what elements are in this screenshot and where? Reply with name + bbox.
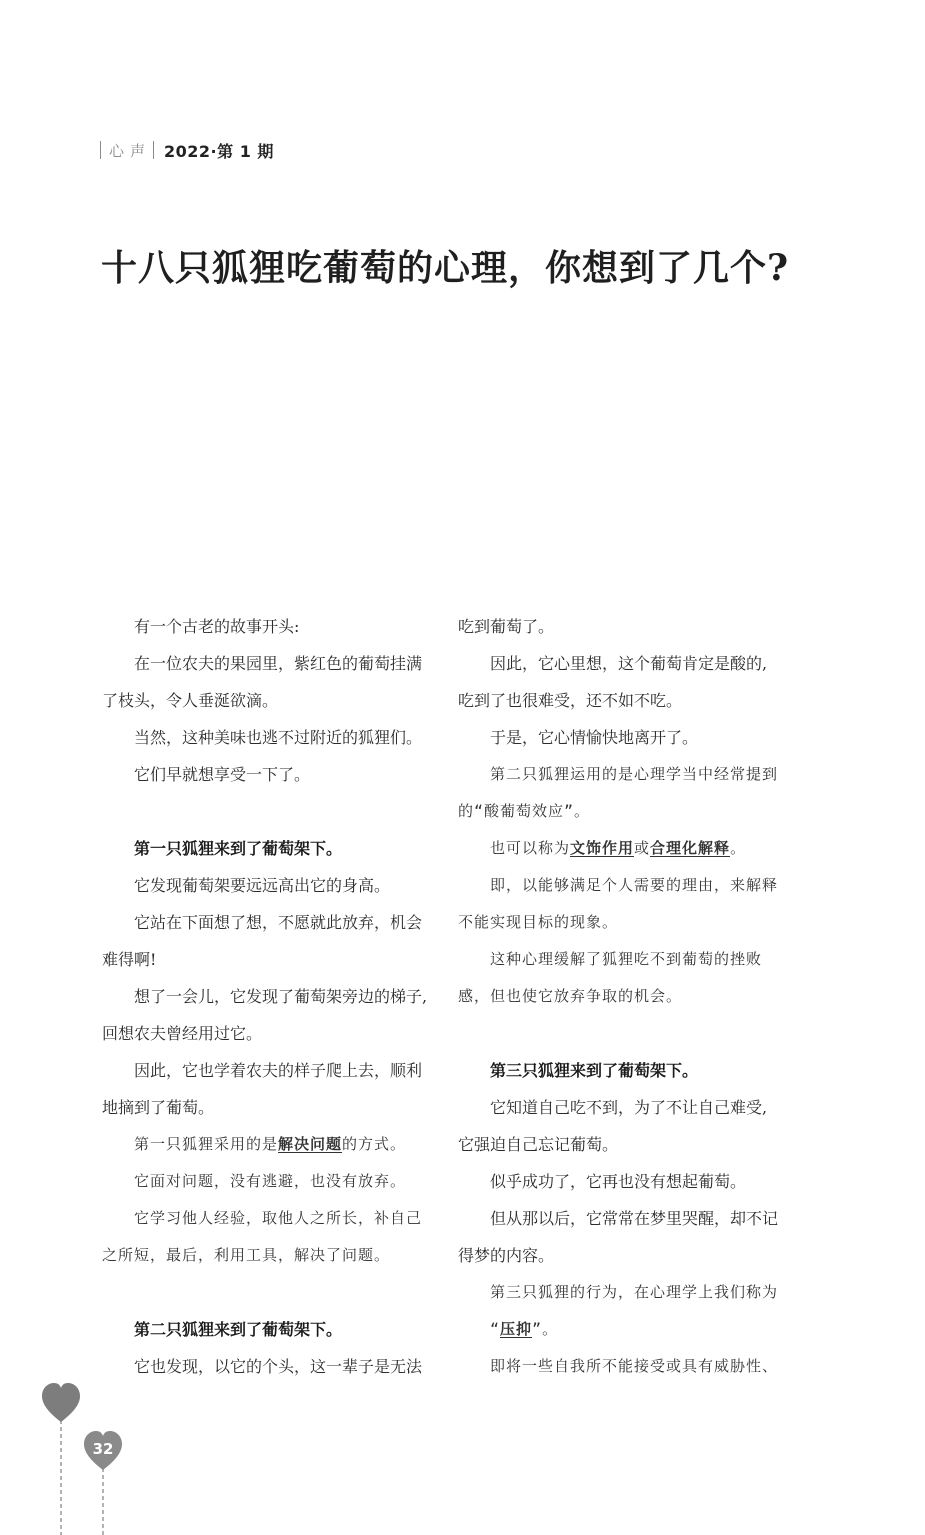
paragraph-continued: 吃到葡萄了。 [458,617,555,636]
paragraph: 它也发现，以它的个头，这一辈子是无法 [134,1357,423,1376]
text-run: ”。 [532,1320,559,1338]
analysis-paragraph-continued: 感，但也使它放弃争取的机会。 [458,987,683,1005]
section-heading: 第一只狐狸来到了葡萄架下。 [134,839,343,858]
paragraph: 它站在下面想了想，不愿就此放弃，机会 [134,913,423,932]
analysis-paragraph [458,830,766,867]
text-run: 或 [634,839,651,857]
text-run: 第一只狐狸采用的是 [134,1135,279,1153]
analysis-paragraph: 它学习他人经验，取他人之所长，补自己 [134,1209,423,1227]
analysis-paragraph: 这种心理缓解了狐狸吃不到葡萄的挫败 [490,950,763,968]
paragraph: 但从那以后，它常常在梦里哭醒，却不记 [490,1209,779,1228]
left-column [102,608,428,1385]
analysis-paragraph-continued: 的“酸葡萄效应”。 [458,802,591,820]
paragraph: 在一位农夫的果园里，紫红色的葡萄挂满 [134,654,423,673]
paragraph-continued: 得梦的内容。 [458,1246,555,1265]
article-title: 十八只狐狸吃葡萄的心理，你想到了几个? [101,247,790,289]
analysis-paragraph: 第三只狐狸的行为，在心理学上我们称为 [490,1283,779,1301]
key-term: 合理化解释 [650,839,731,857]
header-issue: 2022·第 1 期 [164,141,274,161]
analysis-paragraph-continued: 之所短，最后，利用工具，解决了问题。 [102,1246,391,1264]
paragraph-continued: 它强迫自己忘记葡萄。 [458,1135,619,1154]
page-number: 32 [92,1440,114,1458]
analysis-paragraph: 第二只狐狸运用的是心理学当中经常提到 [490,765,779,783]
text-run: 。 [730,839,747,857]
paragraph: 似乎成功了，它再也没有想起葡萄。 [490,1172,747,1191]
analysis-paragraph: 即，以能够满足个人需要的理由，来解释 [490,876,779,894]
analysis-paragraph-continued: 不能实现目标的现象。 [458,913,619,931]
paragraph: 它发现葡萄架要远远高出它的身高。 [134,876,391,895]
paragraph: 于是，它心情愉快地离开了。 [490,728,699,747]
paragraph-continued: 了枝头，令人垂涎欲滴。 [102,691,279,710]
paragraph: 它们早就想享受一下了。 [134,765,311,784]
spacer [102,1274,410,1311]
analysis-paragraph: 即将一些自我所不能接受或具有威胁性、 [490,1357,779,1375]
text-run: 的方式。 [342,1135,407,1153]
spacer [458,1015,766,1052]
running-header [100,138,274,162]
paragraph-continued: 地摘到了葡萄。 [102,1098,215,1117]
right-column [458,608,779,1385]
key-term: 解决问题 [278,1135,343,1153]
header-section: 心声 [109,141,152,160]
text-run: “ [490,1320,501,1338]
analysis-paragraph [102,1126,410,1163]
paragraph: 它知道自己吃不到，为了不让自己难受, [490,1098,768,1117]
paragraph: 想了一会儿，它发现了葡萄架旁边的梯子, [134,987,428,1006]
section-heading: 第三只狐狸来到了葡萄架下。 [490,1061,699,1080]
header-divider [153,141,154,159]
analysis-paragraph: 它面对问题，没有逃避，也没有放弃。 [134,1172,407,1190]
paragraph: 因此，它心里想，这个葡萄肯定是酸的, [490,654,768,673]
heart-icon [42,1383,80,1422]
key-term: 文饰作用 [570,839,635,857]
paragraph: 有一个古老的故事开头: [134,617,300,636]
spacer [102,793,410,830]
paragraph-continued: 难得啊! [102,950,157,969]
paragraph: 因此，它也学着农夫的样子爬上去，顺利 [134,1061,423,1080]
section-heading: 第二只狐狸来到了葡萄架下。 [134,1320,343,1339]
paragraph-continued: 回想农夫曾经用过它。 [102,1024,263,1043]
analysis-paragraph [458,1311,766,1348]
paragraph: 当然，这种美味也逃不过附近的狐狸们。 [134,728,423,747]
paragraph-continued: 吃到了也很难受，还不如不吃。 [458,691,683,710]
text-run: 也可以称为 [490,839,571,857]
key-term: 压抑 [500,1320,533,1338]
